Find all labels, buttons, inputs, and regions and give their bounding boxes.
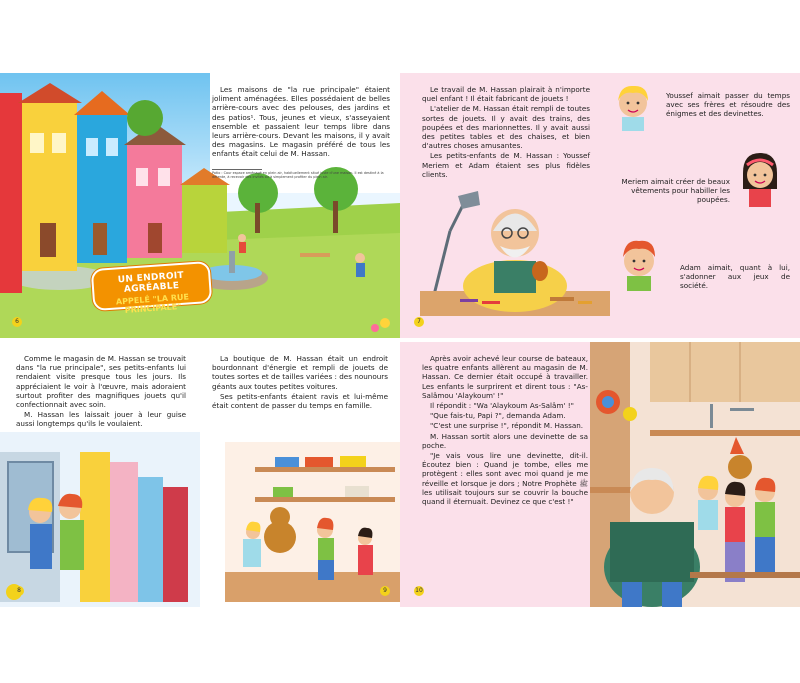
toymaker-paragraph-3: Les petits-enfants de M. Hassan : Youssef Meriem et Adam étaient ses plus fidèles clients.: [422, 151, 590, 179]
shop-paragraph-1: La boutique de M. Hassan était un endroit bourdonnant d'énergie et rempli de jouets de toutes sortes et de tailles variées : des nounours géants aux toutes petites voitures.: [212, 354, 388, 391]
spread-2: [0, 342, 800, 607]
workshop-illustration: [590, 342, 800, 607]
shop-text-block: [212, 354, 388, 411]
page-number-left: 8: [14, 586, 24, 596]
youssef-portrait: [608, 81, 658, 131]
footnote: Patio : Cour espace aménagé en plein air, habituellement situé juste d'une maison. Il est destiné à la détente, à recevoir des invités ou à simplement profiter du plein air.: [212, 171, 384, 180]
footnote-divider: [212, 169, 262, 170]
intro-paragraph: Les maisons de "la rue principale" étaient joliment aménagées. Elles possédaient de belles arrière-cours avec des pelouses, des jardins et des patios¹. Tous, jeunes et vieux, s'asseyaient ensemble et passaient leur temps libre dans leurs arrière-cours. Devant les maisons, il y avait des magasins. Le magasin préféré de tous les enfants était celui de M. Hassan.: [212, 85, 390, 159]
youssef-caption: Youssef aimait passer du temps avec ses frères et résoudre des énigmes et des devinettes.: [666, 91, 790, 119]
banner-line-1: UN ENDROIT AGRÉABLE: [117, 270, 185, 295]
adam-portrait: [613, 233, 665, 293]
toyshop-illustration: [225, 442, 400, 602]
page-number-right: 9: [380, 586, 390, 596]
meriem-portrait: [735, 149, 785, 209]
page-toymaker: [400, 73, 800, 338]
page-riddle: [400, 342, 800, 607]
riddle-text-block: [422, 354, 588, 507]
visit-paragraph-1: Comme le magasin de M. Hassan se trouvait dans "la rue principale", ses petits-enfants lui rendaient visite presque tous les jours. Ils appréciaient le voir à l'œuvre, mais adoraient surtout profiter des magnifiques jouets qu'il confectionnait avec soin.: [16, 354, 186, 410]
spread-1: [0, 73, 800, 338]
meriem-caption: Meriem aimait créer de beaux vêtements pour habiller les poupées.: [621, 177, 730, 205]
visit-text-block: [16, 354, 186, 430]
page-number: 7: [414, 317, 424, 327]
toymaker-paragraph-1: Le travail de M. Hassan plairait à n'importe quel enfant ! Il était fabricant de jouets !: [422, 85, 590, 104]
riddle-paragraph-2: Il répondit : "Wa 'Alaykoum As-Salâm' !": [430, 401, 574, 411]
chapter-title-banner: [91, 261, 213, 315]
shop-paragraph-2: Ses petits-enfants étaient ravis et lui-même était content de passer du temps en famille.: [212, 391, 388, 411]
page-number: 6: [12, 317, 22, 327]
banner-line-2: APPELÉ "LA RUE PRINCIPALE": [115, 292, 190, 315]
visit-paragraph-2: M. Hassan les laissait jouer à leur guise aussi longtemps qu'ils le voulaient.: [16, 410, 186, 429]
riddle-paragraph-6: "Je vais vous lire une devinette, dit-il. Écoutez bien : Quand je tombe, elles me protègent : elles sont avec moi quand je me réveille et lorsque je dors ; Notre Prophète ﷺ les utilisait toujours sur se couvrir la bouche quand il éternuait. Devinez ce que c'est !": [422, 451, 588, 507]
page-number: 10: [415, 587, 423, 594]
riddle-paragraph-5: M. Hassan sortit alors une devinette de sa poche.: [422, 431, 588, 450]
adam-caption: Adam aimait, quant à lui, s'adonner aux jeux de société.: [680, 263, 790, 291]
page-visit: [0, 342, 400, 607]
toymaker-text-block: [422, 85, 590, 180]
riddle-paragraph-4: "C'est une surprise !", répondit M. Hassan.: [430, 421, 584, 431]
toymaker-paragraph-2: L'atelier de M. Hassan était rempli de toutes sortes de jouets. Il y avait des trains, des poupées et des marionnettes. Il y avait aussi des petites tables et des chaises, et bien d'autres choses amusantes.: [422, 104, 590, 151]
riddle-paragraph-1: Après avoir achevé leur course de bateaux, les quatre enfants allèrent au magasin de M. Hassan. Ce dernier était occupé à travailler. Les enfants le surprirent et dirent tous : "As-Salâmou 'Alaykoum' !": [422, 354, 588, 400]
intro-text-block: [212, 85, 390, 160]
toymaker-illustration: [420, 191, 610, 316]
page-street: [0, 73, 400, 338]
riddle-paragraph-3: "Que fais-tu, Papi ?", demanda Adam.: [430, 411, 566, 421]
window-illustration: [0, 432, 200, 607]
